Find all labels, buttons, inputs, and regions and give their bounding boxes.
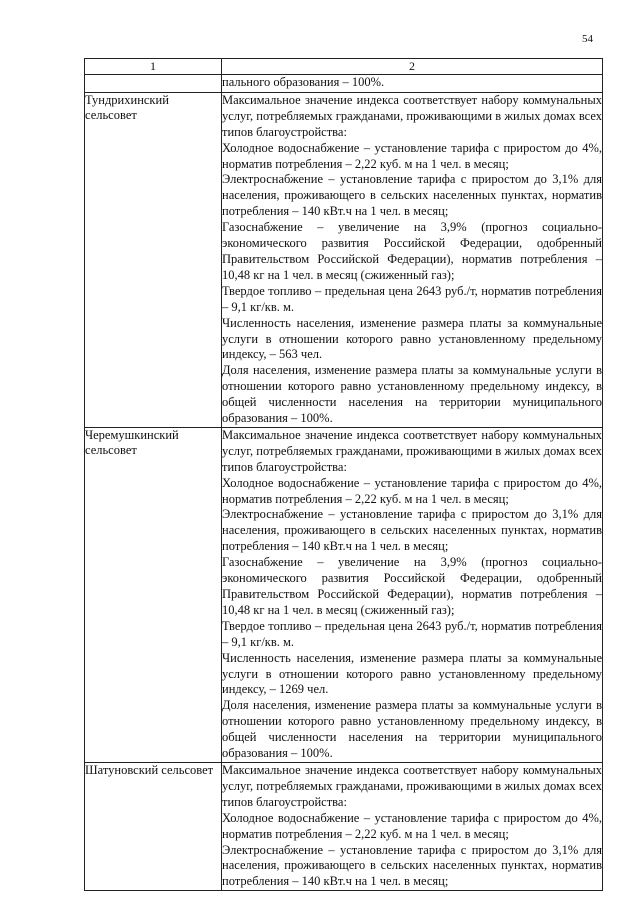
paragraph: Газоснабжение – увеличение на 3,9% (прогноз социально-экономического развития Российской Федерации, одобренный Правительством Российской Федерации), норматив потребления – 10,48 кг на 1 чел. в месяц (сжиженный газ);	[222, 555, 602, 617]
municipal-table	[84, 58, 603, 891]
content-cell	[222, 92, 603, 427]
content-cell	[222, 762, 603, 890]
table-row-continuation	[85, 75, 603, 93]
column-header-1: 1	[85, 59, 222, 75]
paragraph: Холодное водоснабжение – установление тарифа с приростом до 4%, норматив потребления – 2,22 куб. м на 1 чел. в месяц;	[222, 475, 602, 506]
label-cell	[85, 75, 222, 93]
paragraph: Твердое топливо – предельная цена 2643 руб./т, норматив потребления – 9,1 кг/кв. м.	[222, 618, 602, 649]
page-number: 54	[582, 33, 593, 45]
municipality-name: Тундрихинский сельсовет	[85, 92, 222, 427]
paragraph: Максимальное значение индекса соответствует набору коммунальных услуг, потребляемых гражданами, проживающими в жилых домах всех типов благоустройства:	[222, 762, 602, 809]
paragraph: Электроснабжение – установление тарифа с приростом до 3,1% для населения, проживающего в сельских населенных пунктах, норматив потребления – 140 кВт.ч на 1 чел. в месяц;	[222, 842, 602, 889]
continuation-text: пального образования – 100%.	[222, 75, 385, 89]
paragraph: Численность населения, изменение размера платы за коммунальные услуги в отношении которого равно установленному предельному индексу, – 1269 чел.	[222, 650, 602, 697]
paragraph: Численность населения, изменение размера платы за коммунальные услуги в отношении которого равно установленному предельному индексу, – 563 чел.	[222, 315, 602, 362]
table-row	[85, 92, 603, 427]
paragraph: Электроснабжение – установление тарифа с приростом до 3,1% для населения, проживающего в сельских населенных пунктах, норматив потребления – 140 кВт.ч на 1 чел. в месяц;	[222, 172, 602, 219]
paragraph: Газоснабжение – увеличение на 3,9% (прогноз социально-экономического развития Российской Федерации, одобренный Правительством Российской Федерации), норматив потребления – 10,48 кг на 1 чел. в месяц (сжиженный газ);	[222, 220, 602, 282]
paragraph: Максимальное значение индекса соответствует набору коммунальных услуг, потребляемых гражданами, проживающими в жилых домах всех типов благоустройства:	[222, 427, 602, 474]
table-row	[85, 762, 603, 890]
municipality-name: Черемушкинский сельсовет	[85, 427, 222, 762]
content-cell	[222, 427, 603, 762]
paragraph: Электроснабжение – установление тарифа с приростом до 3,1% для населения, проживающего в сельских населенных пунктах, норматив потребления – 140 кВт.ч на 1 чел. в месяц;	[222, 507, 602, 554]
table-row	[85, 427, 603, 762]
content-cell	[222, 75, 603, 93]
paragraph: Доля населения, изменение размера платы за коммунальные услуги в отношении которого равно установленному предельному индексу, в общей численности населения на территории муниципального образования – 100%.	[222, 363, 602, 426]
column-header-2: 2	[222, 59, 603, 75]
paragraph: Холодное водоснабжение – установление тарифа с приростом до 4%, норматив потребления – 2,22 куб. м на 1 чел. в месяц;	[222, 140, 602, 171]
municipality-name: Шатуновский сельсовет	[85, 762, 222, 890]
table-header-row	[85, 59, 603, 75]
paragraph: Максимальное значение индекса соответствует набору коммунальных услуг, потребляемых гражданами, проживающими в жилых домах всех типов благоустройства:	[222, 92, 602, 139]
paragraph: Доля населения, изменение размера платы за коммунальные услуги в отношении которого равно установленному предельному индексу, в общей численности населения на территории муниципального образования – 100%.	[222, 698, 602, 761]
paragraph: Твердое топливо – предельная цена 2643 руб./т, норматив потребления – 9,1 кг/кв. м.	[222, 283, 602, 314]
paragraph: Холодное водоснабжение – установление тарифа с приростом до 4%, норматив потребления – 2,22 куб. м на 1 чел. в месяц;	[222, 810, 602, 841]
